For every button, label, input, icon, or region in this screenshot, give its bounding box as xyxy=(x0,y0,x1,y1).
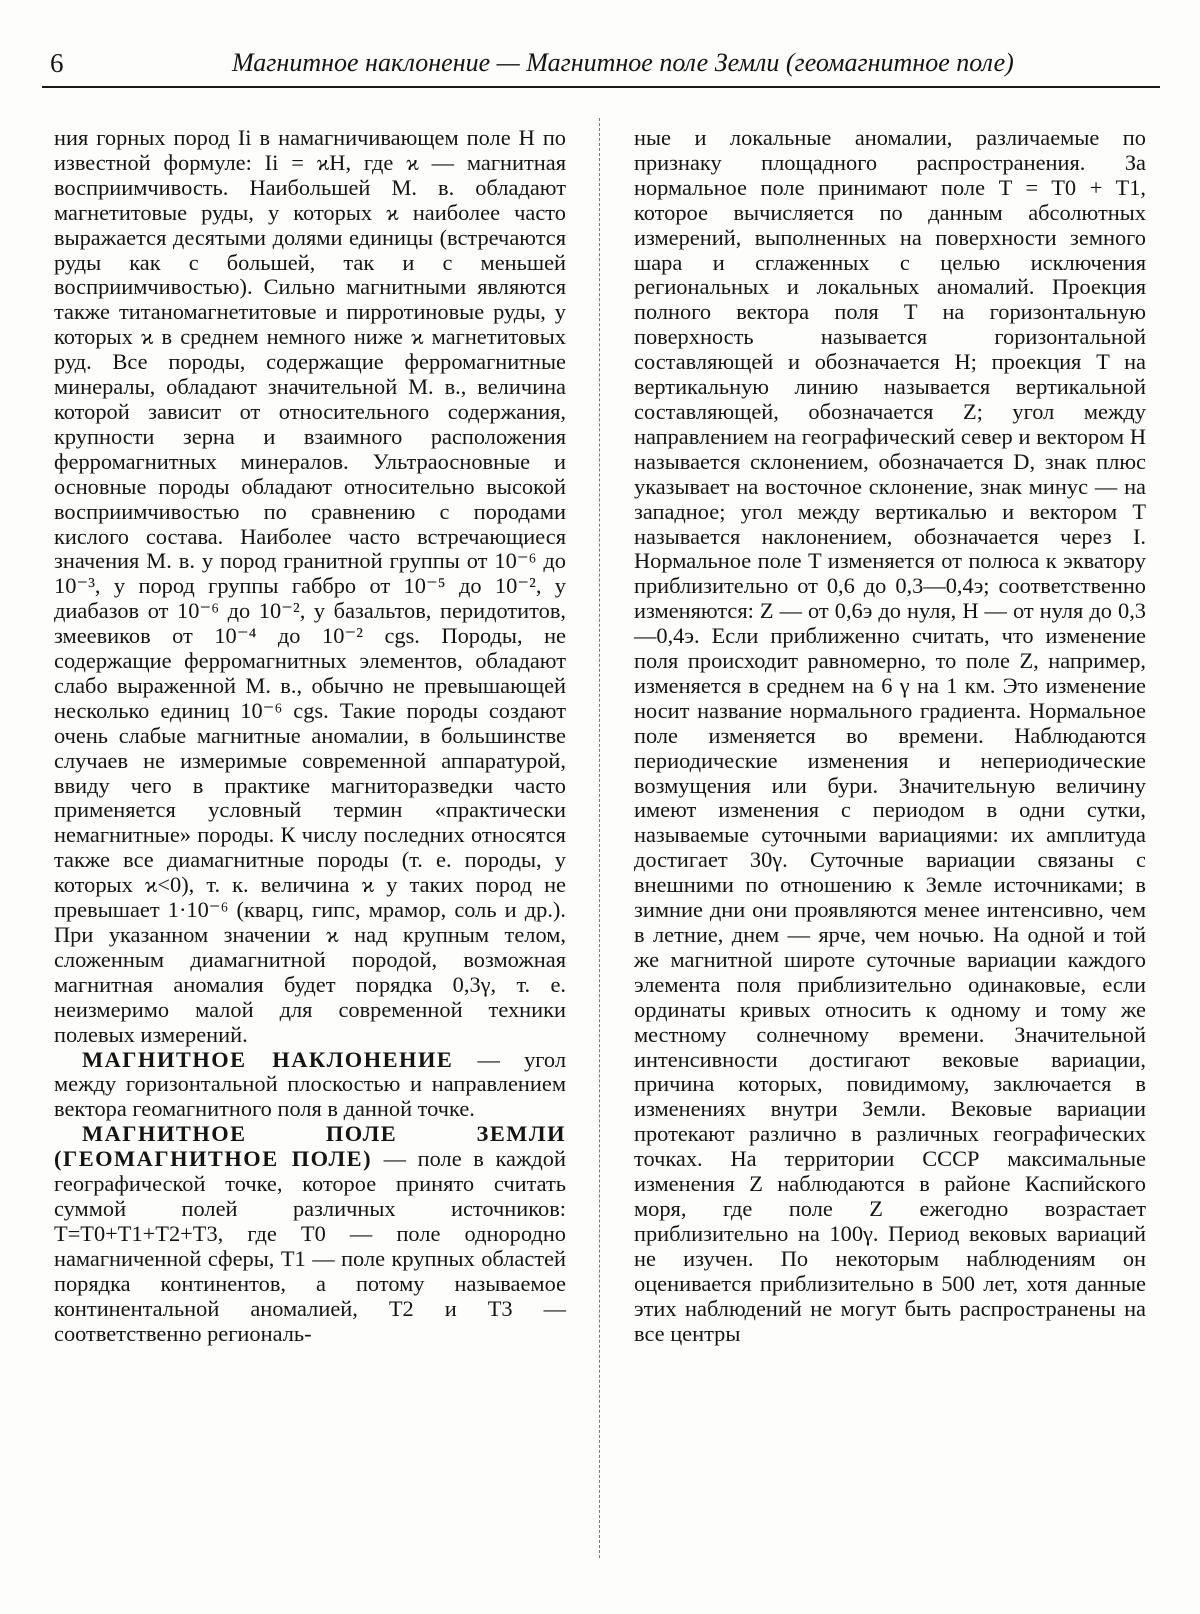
running-head: Магнитное наклонение — Магнитное поле Земли (геомагнитное поле) xyxy=(232,48,1014,77)
entry-definition: — поле в каждой географической точке, которое принято считать суммой полей различных источников: T=T0+T1+T2+T3, где T0 — поле однородно намагниченной сферы, T1 — поле крупных областей порядка континентов, а потому называемое континентальной аномалией, T2 и T3 — соответственно региональ- xyxy=(54,1146,566,1346)
entry-definition: — угол между горизонтальной плоскостью и направлением вектора геомагнитного поля в данной точке. xyxy=(54,1046,567,1122)
entry-term: МАГНИТНОЕ НАКЛОНЕНИЕ xyxy=(82,1046,454,1072)
page-number: 6 xyxy=(50,48,64,78)
entry-magnetic-inclination xyxy=(54,1048,566,1123)
entry-earth-magnetic-field xyxy=(54,1122,566,1346)
page-header xyxy=(42,46,1160,88)
column-divider xyxy=(599,118,600,1558)
left-column xyxy=(54,126,566,1346)
paragraph-continuation: ния горных пород Ii в намагничивающем поле H по известной формуле: Ii = ϰH, где ϰ — магнитная восприимчивость. Наибольшей М. в. обладают магнетитовые руды, у которых ϰ наиболее часто выражается десятыми долями единицы (встречаются руды как с большей, так и с меньшей восприимчивостью). Сильно магнитными являются также титаномагнетитовые и пирротиновые руды, у которых ϰ в среднем немного ниже ϰ магнетитовых руд. Все породы, содержащие ферромагнитные минералы, обладают значительной М. в., величина которой зависит от относительного содержания, крупности зерна и взаимного расположения ферромагнитных минералов. Ультраосновные и основные породы обладают относительно высокой восприимчивостью по сравнению с породами кислого состава. Наиболее часто встречающиеся значения М. в. у пород гранитной группы от 10⁻⁶ до 10⁻³, у пород группы габбро от 10⁻⁵ до 10⁻², у диабазов от 10⁻⁶ до 10⁻², у базальтов, перидотитов, змеевиков от 10⁻⁴ до 10⁻² cgs. Породы, не содержащие ферромагнитных элементов, обладают слабо выраженной М. в., обычно не превышающей несколько единиц 10⁻⁶ cgs. Такие породы создают очень слабые магнитные аномалии, в большинстве случаев не измеримые современной аппаратурой, ввиду чего в практике магниторазведки часто применяется условный термин «практически немагнитные» породы. К числу последних относятся также все диамагнитные породы (т. е. породы, у которых ϰ<0), т. к. величина ϰ у таких пород не превышает 1·10⁻⁶ (кварц, гипс, мрамор, соль и др.). При указанном значении ϰ над крупным телом, сложенным диамагнитной породой, возможная магнитная аномалия будет порядка 0,3γ, т. е. неизмеримо малой для современной техники полевых измерений. xyxy=(54,125,566,1047)
right-column xyxy=(634,126,1146,1346)
entry-term: МАГНИТНОЕ ПОЛЕ ЗЕМЛИ (ГЕОМАГНИТНОЕ ПОЛЕ) xyxy=(54,1121,566,1172)
paragraph-body: ные и локальные аномалии, различаемые по признаку площадного распространения. За нормальное поле принимают поле T = T0 + T1, которое вычисляется по данным абсолютных измерений, выполненных на поверхности земного шара и сглаженных с целью исключения региональных и локальных аномалий. Проекция полного вектора поля T на горизонтальную поверхность называется горизонтальной составляющей и обозначается H; проекция T на вертикальную линию называется вертикальной составляющей, обозначается Z; угол между направлением на географический север и вектором H называется склонением, обозначается D, знак плюс указывает на восточное склонение, знак минус — на западное; угол между вертикалью и вектором T называется наклонением, обозначается через I. Нормальное поле T изменяется от полюса к экватору приблизительно от 0,6 до 0,3—0,4э; соответственно изменяются: Z — от 0,6э до нуля, H — от нуля до 0,3—0,4э. Если приближенно считать, что изменение поля происходит равномерно, то поле Z, например, изменяется в среднем на 6 γ на 1 км. Это изменение носит название нормального градиента. Нормальное поле изменяется во времени. Наблюдаются периодические изменения и непериодические возмущения или бури. Значительную величину имеют изменения с периодом в одни сутки, называемые суточными вариациями: их амплитуда достигает 30γ. Суточные вариации связаны с внешними по отношению к Земле источниками; в зимние дни они проявляются менее интенсивно, чем в летние, днем — ярче, чем ночью. На одной и той же магнитной широте суточные вариации каждого элемента поля приблизительно одинаковые, если ординаты кривых относить к одному и тому же местному солнечному времени. Значительной интенсивности достигают вековые вариации, причина которых, повидимому, заключается в изменениях внутри Земли. Вековые вариации протекают различно в различных географических точках. На территории СССР максимальные изменения Z наблюдаются в районе Каспийского моря, где поле Z ежегодно возрастает приблизительно на 100γ. Период вековых вариаций не изучен. По некоторым наблюдениям он оценивается приблизительно в 500 лет, хотя данные этих наблюдений не могут быть распространены на все центры xyxy=(634,125,1146,1346)
